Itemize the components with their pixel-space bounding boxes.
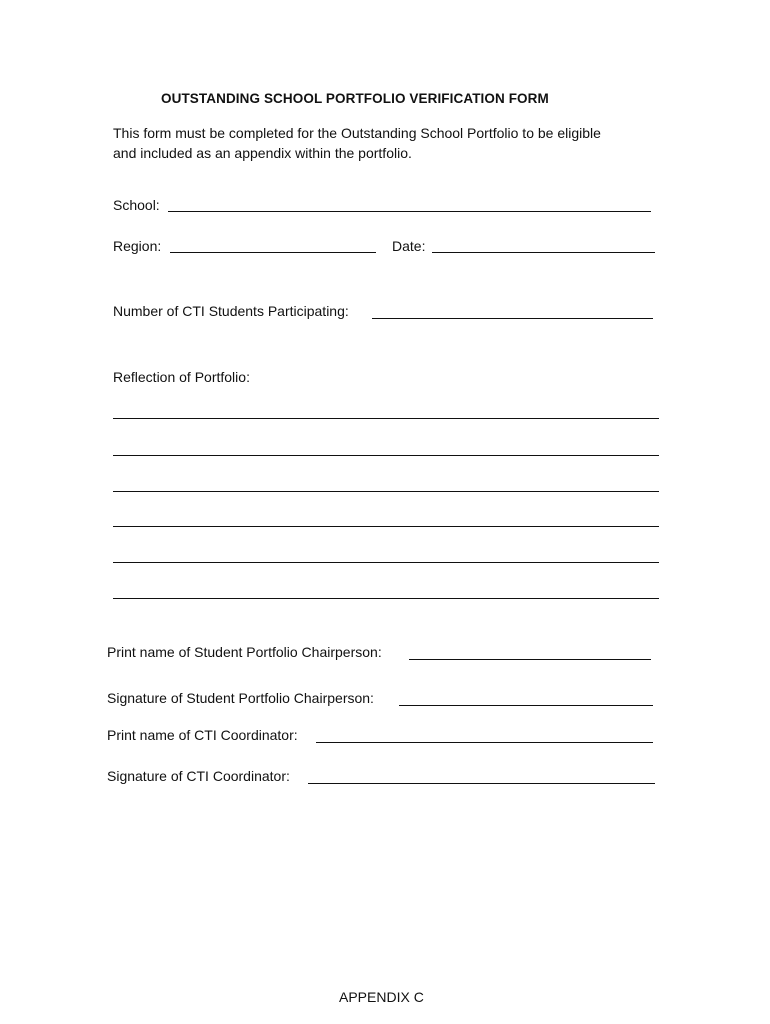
chairperson-signature-field-line[interactable] bbox=[399, 705, 653, 706]
intro-text-line-2: and included as an appendix within the portfolio. bbox=[113, 145, 412, 161]
cti-students-field-line[interactable] bbox=[372, 318, 653, 319]
school-field-line[interactable] bbox=[168, 211, 651, 212]
intro-text-line-1: This form must be completed for the Outstanding School Portfolio to be eligible bbox=[113, 125, 601, 141]
date-field-line[interactable] bbox=[432, 252, 655, 253]
reflection-line-4[interactable] bbox=[113, 526, 659, 527]
chairperson-print-label: Print name of Student Portfolio Chairperson: bbox=[107, 644, 382, 660]
cti-students-label: Number of CTI Students Participating: bbox=[113, 303, 349, 319]
reflection-line-1[interactable] bbox=[113, 418, 659, 419]
chairperson-print-field-line[interactable] bbox=[409, 659, 651, 660]
form-title: OUTSTANDING SCHOOL PORTFOLIO VERIFICATION FORM bbox=[161, 91, 549, 106]
coordinator-signature-field-line[interactable] bbox=[308, 783, 655, 784]
reflection-line-3[interactable] bbox=[113, 491, 659, 492]
appendix-footer: APPENDIX C bbox=[339, 989, 424, 1005]
coordinator-print-label: Print name of CTI Coordinator: bbox=[107, 727, 298, 743]
chairperson-signature-label: Signature of Student Portfolio Chairperson: bbox=[107, 690, 374, 706]
school-label: School: bbox=[113, 197, 160, 213]
reflection-line-2[interactable] bbox=[113, 455, 659, 456]
reflection-label: Reflection of Portfolio: bbox=[113, 369, 250, 385]
coordinator-signature-label: Signature of CTI Coordinator: bbox=[107, 768, 290, 784]
date-label: Date: bbox=[392, 238, 426, 254]
reflection-line-6[interactable] bbox=[113, 598, 659, 599]
coordinator-print-field-line[interactable] bbox=[316, 742, 653, 743]
region-label: Region: bbox=[113, 238, 162, 254]
region-field-line[interactable] bbox=[170, 252, 376, 253]
reflection-line-5[interactable] bbox=[113, 562, 659, 563]
